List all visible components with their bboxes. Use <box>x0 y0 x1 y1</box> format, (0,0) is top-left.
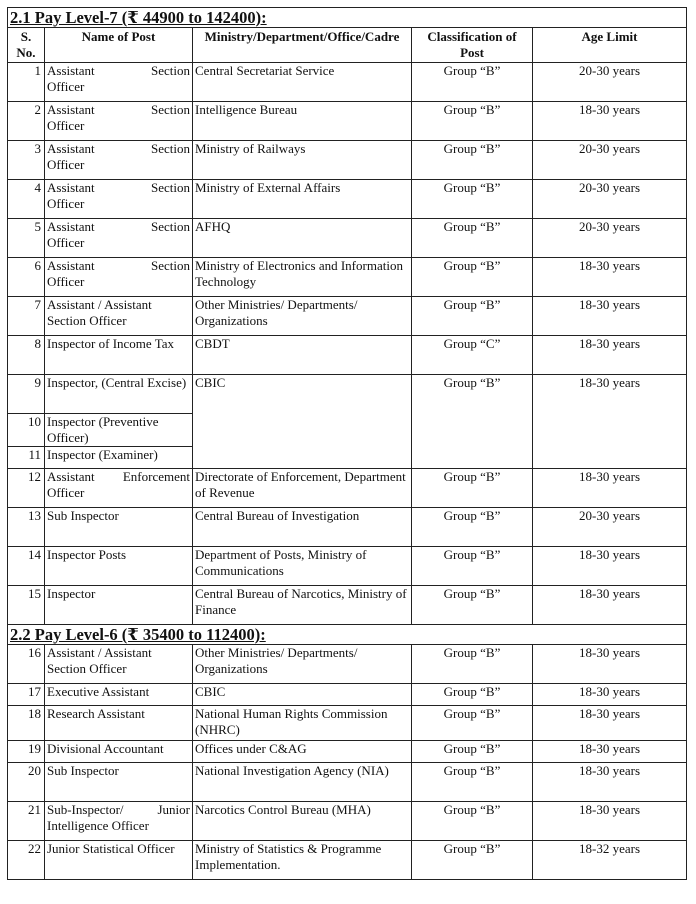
table-row <box>8 508 687 547</box>
table-row <box>8 180 687 219</box>
post-name: Executive Assistant <box>45 684 193 706</box>
classification-cell: Group “B” <box>412 258 533 297</box>
classification-cell: Group “B” <box>412 219 533 258</box>
header-post: Name of Post <box>45 28 193 63</box>
classification-cell: Group “B” <box>412 802 533 841</box>
post-name: Assistant Section Officer <box>45 141 193 180</box>
age-limit-cell: 18-30 years <box>533 102 687 141</box>
post-name: Assistant Section Officer <box>45 219 193 258</box>
classification-cell: Group “B” <box>412 763 533 802</box>
section-heading-row <box>8 625 687 645</box>
age-limit-cell: 18-30 years <box>533 297 687 336</box>
header-ministry: Ministry/Department/Office/Cadre <box>193 28 412 63</box>
serial-number: 21 <box>8 802 45 841</box>
section-title: 2.2 Pay Level-6 (₹ 35400 to 112400): <box>8 625 687 645</box>
classification-cell: Group “B” <box>412 841 533 880</box>
serial-number: 16 <box>8 645 45 684</box>
post-name: Inspector Posts <box>45 547 193 586</box>
post-name: Inspector (Preventive Officer) <box>45 414 193 447</box>
serial-number: 12 <box>8 469 45 508</box>
age-limit-cell: 20-30 years <box>533 508 687 547</box>
ministry-cell: Offices under C&AG <box>193 741 412 763</box>
classification-cell: Group “B” <box>412 741 533 763</box>
classification-cell: Group “B” <box>412 297 533 336</box>
post-name: Assistant Section Officer <box>45 63 193 102</box>
age-limit-cell: 18-30 years <box>533 802 687 841</box>
section-heading-row <box>8 8 687 28</box>
ministry-cell: Central Bureau of Investigation <box>193 508 412 547</box>
serial-number: 10 <box>8 414 45 447</box>
serial-number: 11 <box>8 447 45 469</box>
serial-number: 3 <box>8 141 45 180</box>
classification-cell: Group “B” <box>412 508 533 547</box>
age-limit-cell: 18-30 years <box>533 706 687 741</box>
serial-number: 6 <box>8 258 45 297</box>
table-row <box>8 336 687 375</box>
post-name: Inspector (Examiner) <box>45 447 193 469</box>
serial-number: 22 <box>8 841 45 880</box>
classification-cell: Group “B” <box>412 375 533 469</box>
age-limit-cell: 20-30 years <box>533 180 687 219</box>
ministry-cell: CBDT <box>193 336 412 375</box>
age-limit-cell: 18-30 years <box>533 469 687 508</box>
ministry-cell: Central Secretariat Service <box>193 63 412 102</box>
classification-cell: Group “B” <box>412 684 533 706</box>
table-row <box>8 586 687 625</box>
header-sno: S. No. <box>8 28 45 63</box>
table-row <box>8 297 687 336</box>
ministry-cell: Other Ministries/ Departments/ Organizations <box>193 297 412 336</box>
ministry-cell: Directorate of Enforcement, Department of Revenue <box>193 469 412 508</box>
post-name: Inspector of Income Tax <box>45 336 193 375</box>
serial-number: 13 <box>8 508 45 547</box>
ministry-cell: National Investigation Agency (NIA) <box>193 763 412 802</box>
age-limit-cell: 20-30 years <box>533 141 687 180</box>
serial-number: 15 <box>8 586 45 625</box>
table-row <box>8 258 687 297</box>
serial-number: 18 <box>8 706 45 741</box>
classification-cell: Group “B” <box>412 586 533 625</box>
classification-cell: Group “B” <box>412 180 533 219</box>
age-limit-cell: 18-30 years <box>533 547 687 586</box>
table-row <box>8 63 687 102</box>
ministry-cell: Central Bureau of Narcotics, Ministry of Finance <box>193 586 412 625</box>
classification-cell: Group “B” <box>412 141 533 180</box>
post-name: Sub Inspector <box>45 508 193 547</box>
ministry-cell: Ministry of Statistics & Programme Implementation. <box>193 841 412 880</box>
post-name: Assistant / Assistant Section Officer <box>45 645 193 684</box>
header-classification: Classification of Post <box>412 28 533 63</box>
section-title: 2.1 Pay Level-7 (₹ 44900 to 142400): <box>8 8 687 28</box>
header-age: Age Limit <box>533 28 687 63</box>
post-name: Assistant / Assistant Section Officer <box>45 297 193 336</box>
post-name: Divisional Accountant <box>45 741 193 763</box>
ministry-cell: CBIC <box>193 684 412 706</box>
table-row <box>8 684 687 706</box>
serial-number: 7 <box>8 297 45 336</box>
post-name: Sub Inspector <box>45 763 193 802</box>
table-row <box>8 802 687 841</box>
post-name: Inspector <box>45 586 193 625</box>
table-row <box>8 645 687 684</box>
serial-number: 2 <box>8 102 45 141</box>
table-row <box>8 375 687 414</box>
ministry-cell: Narcotics Control Bureau (MHA) <box>193 802 412 841</box>
table-row <box>8 469 687 508</box>
table-row <box>8 219 687 258</box>
post-name: Assistant Enforcement Officer <box>45 469 193 508</box>
age-limit-cell: 18-30 years <box>533 375 687 469</box>
age-limit-cell: 18-30 years <box>533 586 687 625</box>
age-limit-cell: 20-30 years <box>533 219 687 258</box>
age-limit-cell: 18-30 years <box>533 645 687 684</box>
classification-cell: Group “C” <box>412 336 533 375</box>
post-name: Assistant Section Officer <box>45 102 193 141</box>
age-limit-cell: 18-32 years <box>533 841 687 880</box>
ministry-cell: Ministry of Electronics and Information Technology <box>193 258 412 297</box>
age-limit-cell: 18-30 years <box>533 741 687 763</box>
posts-table <box>7 7 687 880</box>
age-limit-cell: 20-30 years <box>533 63 687 102</box>
post-name: Assistant Section Officer <box>45 258 193 297</box>
ministry-cell: Ministry of Railways <box>193 141 412 180</box>
table-row <box>8 547 687 586</box>
table-row <box>8 841 687 880</box>
serial-number: 14 <box>8 547 45 586</box>
ministry-cell: Ministry of External Affairs <box>193 180 412 219</box>
classification-cell: Group “B” <box>412 645 533 684</box>
table-row <box>8 141 687 180</box>
header-row <box>8 28 687 63</box>
classification-cell: Group “B” <box>412 706 533 741</box>
classification-cell: Group “B” <box>412 102 533 141</box>
post-name: Assistant Section Officer <box>45 180 193 219</box>
serial-number: 1 <box>8 63 45 102</box>
serial-number: 9 <box>8 375 45 414</box>
classification-cell: Group “B” <box>412 469 533 508</box>
serial-number: 20 <box>8 763 45 802</box>
table-row <box>8 763 687 802</box>
classification-cell: Group “B” <box>412 547 533 586</box>
ministry-cell: Other Ministries/ Departments/ Organizations <box>193 645 412 684</box>
serial-number: 19 <box>8 741 45 763</box>
age-limit-cell: 18-30 years <box>533 258 687 297</box>
ministry-cell: Intelligence Bureau <box>193 102 412 141</box>
table-row <box>8 706 687 741</box>
classification-cell: Group “B” <box>412 63 533 102</box>
age-limit-cell: 18-30 years <box>533 763 687 802</box>
ministry-cell: AFHQ <box>193 219 412 258</box>
ministry-cell: CBIC <box>193 375 412 469</box>
post-name: Sub-Inspector/ Junior Intelligence Officer <box>45 802 193 841</box>
post-name: Junior Statistical Officer <box>45 841 193 880</box>
serial-number: 8 <box>8 336 45 375</box>
ministry-cell: National Human Rights Commission (NHRC) <box>193 706 412 741</box>
ministry-cell: Department of Posts, Ministry of Communications <box>193 547 412 586</box>
serial-number: 4 <box>8 180 45 219</box>
post-name: Inspector, (Central Excise) <box>45 375 193 414</box>
serial-number: 17 <box>8 684 45 706</box>
table-row <box>8 102 687 141</box>
table-row <box>8 741 687 763</box>
age-limit-cell: 18-30 years <box>533 336 687 375</box>
post-name: Research Assistant <box>45 706 193 741</box>
age-limit-cell: 18-30 years <box>533 684 687 706</box>
serial-number: 5 <box>8 219 45 258</box>
